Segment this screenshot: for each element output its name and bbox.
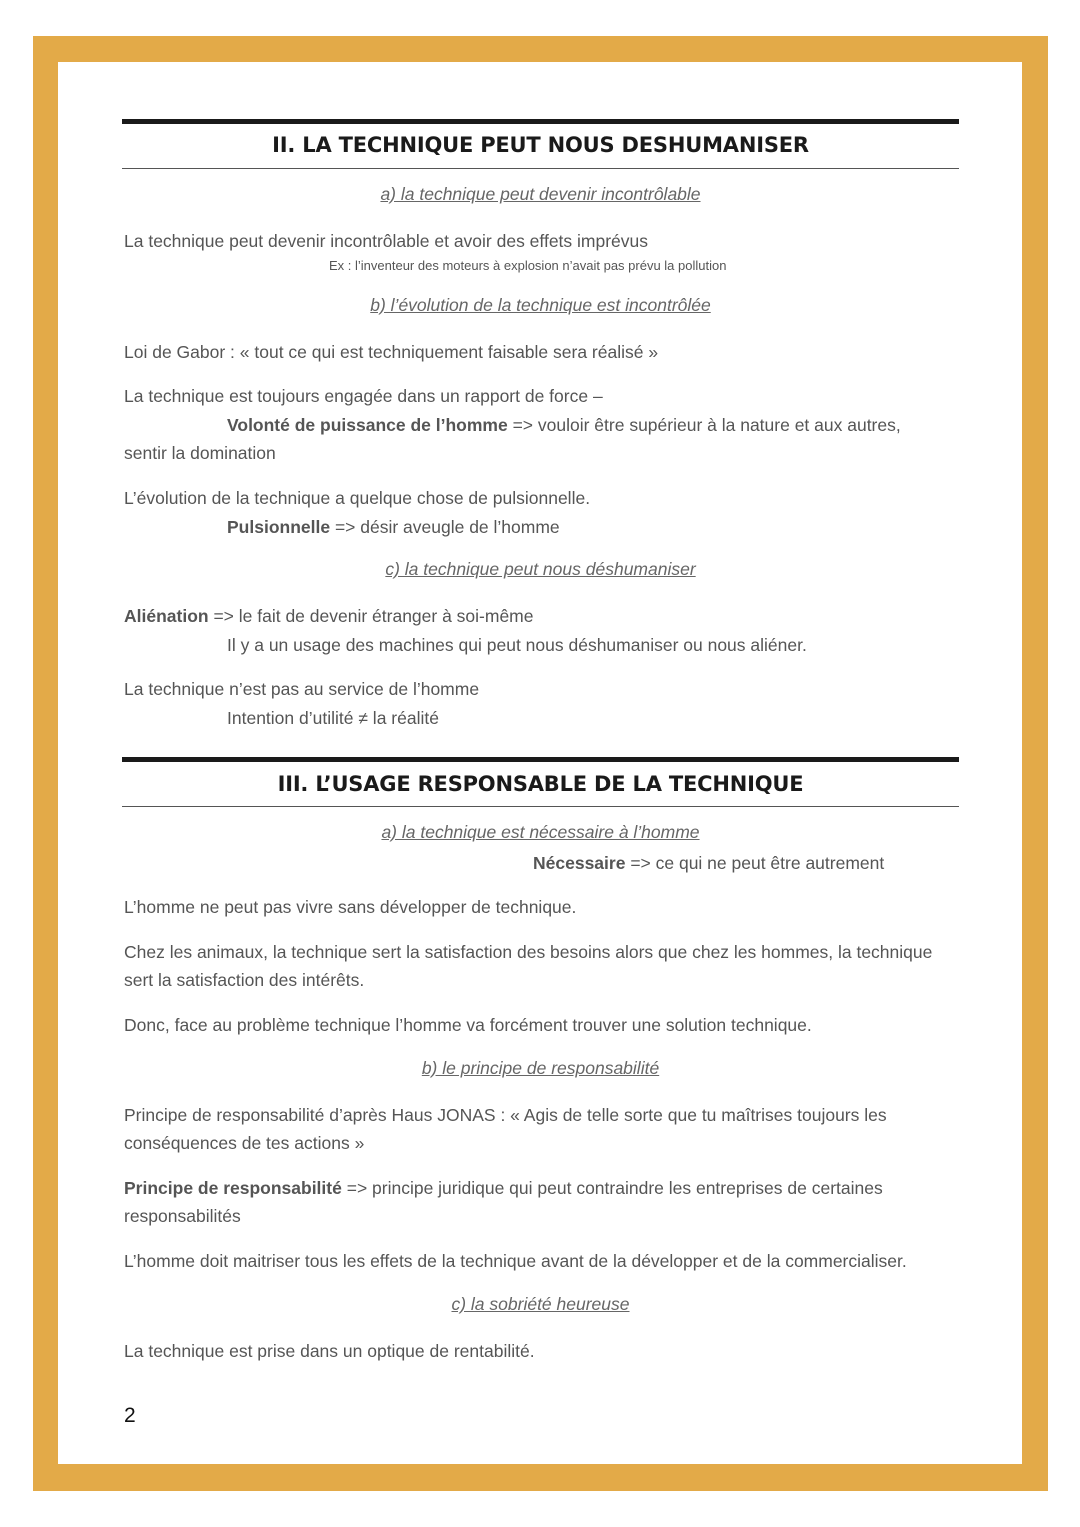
paragraph: La technique peut devenir incontrôlable et avoir des effets imprévus (124, 231, 649, 251)
paragraph: La technique est toujours engagée dans un rapport de force – (124, 386, 603, 406)
section-top-rule (122, 757, 959, 762)
section-3-title: III. L’USAGE RESPONSABLE DE LA TECHNIQUE (277, 772, 804, 796)
definition-line (533, 849, 884, 877)
definition-line (124, 602, 534, 630)
definition: => principe juridique qui peut contraindre les entreprises de certaines responsabilités (124, 1178, 883, 1226)
paragraph: Loi de Gabor : « tout ce qui est techniquement faisable sera réalisé » (124, 342, 659, 362)
section-bottom-rule (122, 806, 959, 807)
paragraph: Intention d’utilité ≠ la réalité (227, 708, 439, 728)
term: Volonté de puissance de l’homme (227, 415, 508, 435)
definition: => vouloir être supérieur à la nature et aux autres, (507, 415, 901, 435)
paragraph: L’évolution de la technique a quelque chose de pulsionnelle. (124, 488, 591, 508)
subsection-2c-title: c) la technique peut nous déshumaniser (385, 559, 696, 579)
subsection-3a-title: a) la technique est nécessaire à l’homme (381, 822, 700, 842)
subsection-2b-title: b) l’évolution de la technique est incontrôlée (370, 295, 711, 315)
paragraph: sentir la domination (124, 443, 276, 463)
paragraph: La technique est prise dans un optique de rentabilité. (124, 1341, 535, 1361)
paragraph: Principe de responsabilité d’après Haus JONAS : « Agis de telle sorte que tu maîtrises toujours les conséquences de tes actions » (124, 1105, 887, 1153)
paragraph: La technique n’est pas au service de l’homme (124, 679, 480, 699)
paragraph: L’homme doit maitriser tous les effets de la technique avant de la développer et de la commercialiser. (124, 1251, 907, 1271)
definition-line (227, 411, 901, 439)
subsection-3c-title: c) la sobriété heureuse (451, 1294, 630, 1314)
paragraph: Donc, face au problème technique l’homme va forcément trouver une solution technique. (124, 1015, 812, 1035)
example-note: Ex : l’inventeur des moteurs à explosion n’avait pas prévu la pollution (329, 258, 727, 273)
definition-line (227, 513, 560, 541)
term: Principe de responsabilité (124, 1178, 342, 1198)
section-top-rule (122, 119, 959, 124)
subsection-2a-title: a) la technique peut devenir incontrôlable (380, 184, 701, 204)
definition: => désir aveugle de l’homme (330, 517, 560, 537)
page-number: 2 (124, 1404, 136, 1427)
section-2-title: II. LA TECHNIQUE PEUT NOUS DESHUMANISER (272, 133, 809, 157)
paragraph: Chez les animaux, la technique sert la satisfaction des besoins alors que chez les hommes, la technique sert la satisfaction des intérêts. (124, 942, 933, 990)
paragraph: Il y a un usage des machines qui peut nous déshumaniser ou nous aliéner. (227, 635, 807, 655)
section-bottom-rule (122, 168, 959, 169)
paragraph: L’homme ne peut pas vivre sans développer de technique. (124, 897, 577, 917)
subsection-3b-title: b) le principe de responsabilité (421, 1058, 660, 1078)
term: Aliénation (124, 606, 209, 626)
term: Pulsionnelle (227, 517, 331, 537)
term: Nécessaire (533, 853, 626, 873)
definition: => le fait de devenir étranger à soi-même (208, 606, 534, 626)
definition: => ce qui ne peut être autrement (625, 853, 885, 873)
definition-line (124, 1174, 944, 1230)
